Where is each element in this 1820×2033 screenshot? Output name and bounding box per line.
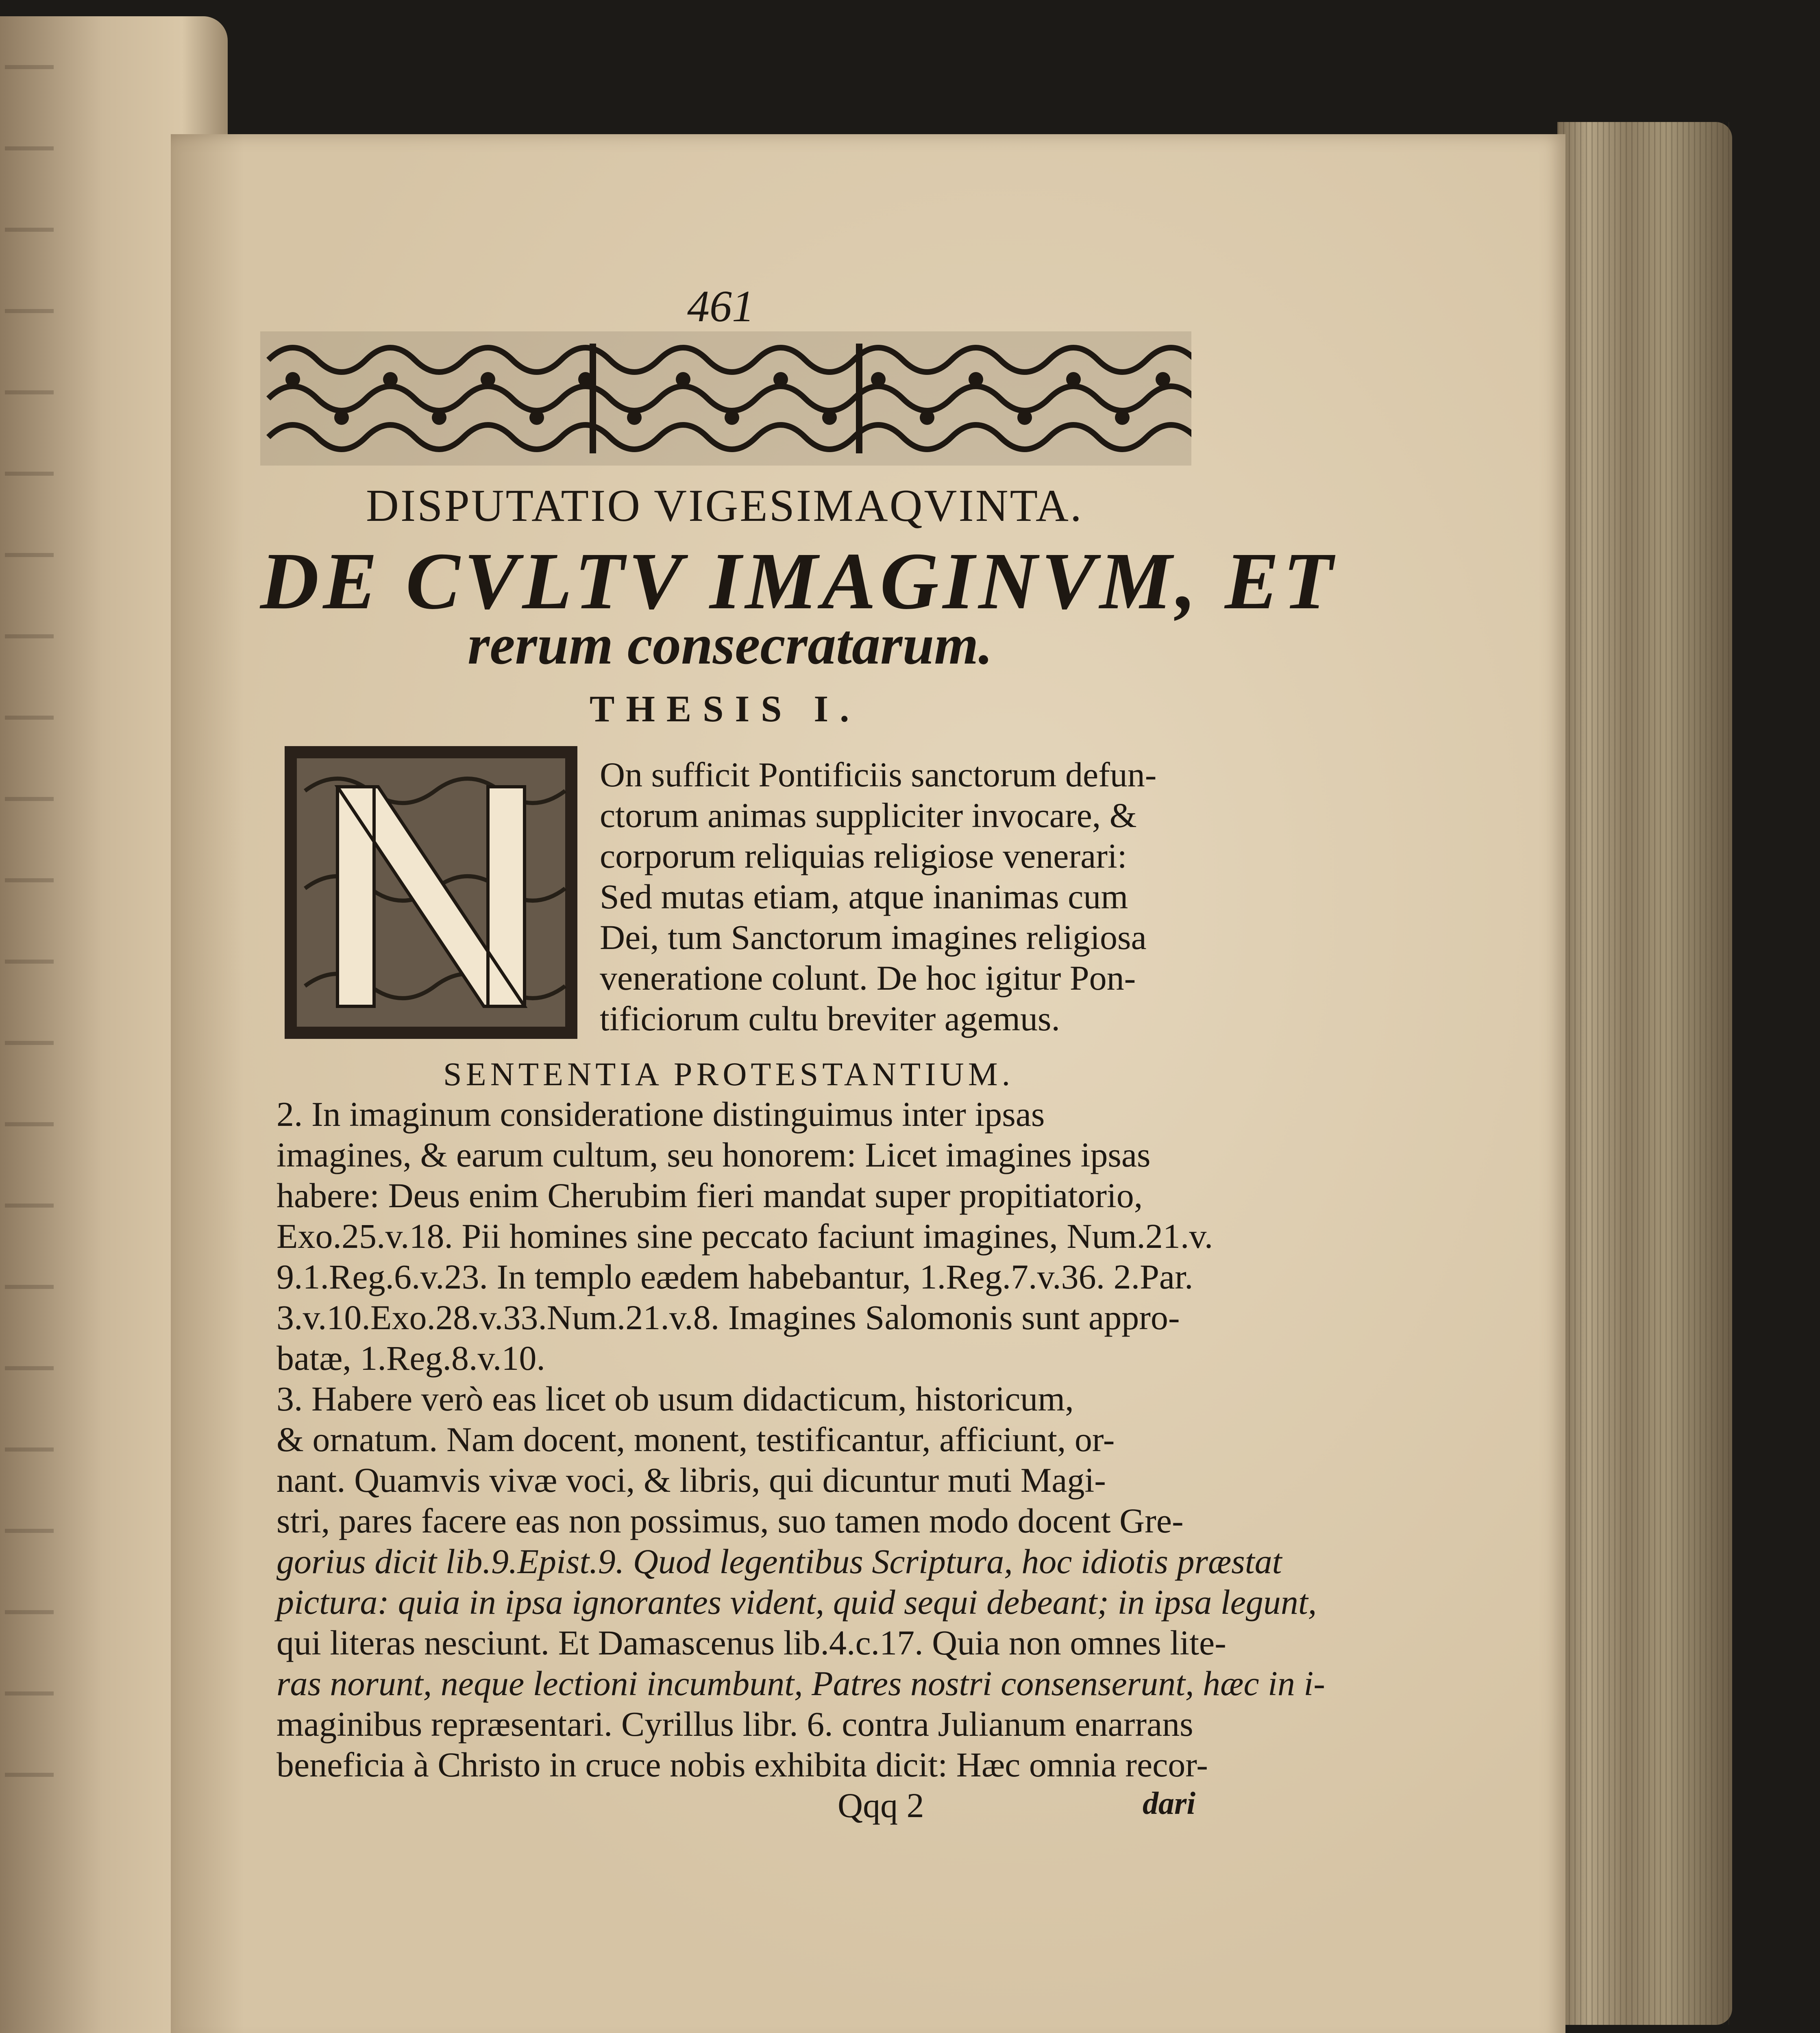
disputation-heading: DISPUTATIO VIGESIMAQVINTA. [366, 481, 1083, 531]
thesis-line: corporum reliquias religiose venerari: [600, 836, 1127, 875]
thesis-line: ctorum animas suppliciter invocare, & [600, 796, 1137, 835]
previous-page-text-fragments [5, 65, 54, 1813]
body-line: Exo.25.v.18. Pii homines sine peccato faciunt imagines, Num.21.v. [276, 1217, 1213, 1256]
body-line: beneficia à Christo in cruce nobis exhibita dicit: Hæc omnia recor- [276, 1745, 1208, 1784]
thesis-line: Dei, tum Sanctorum imagines religiosa [600, 918, 1147, 957]
body-line: gorius dicit lib.9.Epist.9. Quod legentibus Scriptura, hoc idiotis præstat [276, 1542, 1282, 1581]
section-heading: SENTENTIA PROTESTANTIUM. [443, 1056, 1014, 1093]
catchword: dari [1143, 1785, 1196, 1821]
body-line: batæ, 1.Reg.8.v.10. [276, 1339, 545, 1378]
book-fore-edge [1557, 122, 1732, 2025]
thesis-line: veneratione colunt. De hoc igitur Pon- [600, 958, 1136, 997]
body-line: stri, pares facere eas non possimus, suo tamen modo docent Gre- [276, 1501, 1184, 1540]
body-line: imagines, & earum cultum, seu honorem: Licet imagines ipsas [276, 1135, 1151, 1174]
body-line: maginibus repræsentari. Cyrillus libr. 6. contra Julianum enarrans [276, 1704, 1193, 1744]
decorated-initial-n [281, 742, 581, 1043]
thesis-line: On sufficit Pontificiis sanctorum defun- [600, 755, 1157, 794]
title-line-1: DE CVLTV IMAGINVM, ET [260, 536, 1337, 626]
thesis-line: Sed mutas etiam, atque inanimas cum [600, 877, 1128, 916]
body-line: 3.v.10.Exo.28.v.33.Num.21.v.8. Imagines Salomonis sunt appro- [276, 1298, 1180, 1337]
body-line: 3. Habere verò eas licet ob usum didacticum, historicum, [276, 1379, 1074, 1418]
body-line: ras norunt, neque lectioni incumbunt, Patres nostri consenserunt, hæc in i- [276, 1664, 1325, 1703]
page-number: 461 [687, 281, 754, 331]
body-line: habere: Deus enim Cherubim fieri mandat super propitiatorio, [276, 1176, 1143, 1215]
body-line: nant. Quamvis vivæ voci, & libris, qui dicuntur muti Magi- [276, 1461, 1106, 1500]
body-line: pictura: quia in ipsa ignorantes vident, quid sequi debeant; in ipsa legunt, [276, 1582, 1317, 1622]
thesis-heading: THESIS I. [590, 688, 861, 729]
body-line: 2. In imaginum consideratione distinguimus inter ipsas [276, 1095, 1045, 1134]
body-line: 9.1.Reg.6.v.23. In templo eædem habebantur, 1.Reg.7.v.36. 2.Par. [276, 1257, 1193, 1296]
body-line: qui literas nesciunt. Et Damascenus lib.4.c.17. Quia non omnes lite- [276, 1623, 1226, 1662]
printer-signature: Qqq 2 [838, 1786, 924, 1825]
title-line-2: rerum consecratarum. [468, 613, 993, 676]
thesis-line: tificiorum cultu breviter agemus. [600, 999, 1060, 1038]
ornamental-headpiece [260, 331, 1191, 466]
body-line: & ornatum. Nam docent, monent, testificantur, afficiunt, or- [276, 1420, 1115, 1459]
